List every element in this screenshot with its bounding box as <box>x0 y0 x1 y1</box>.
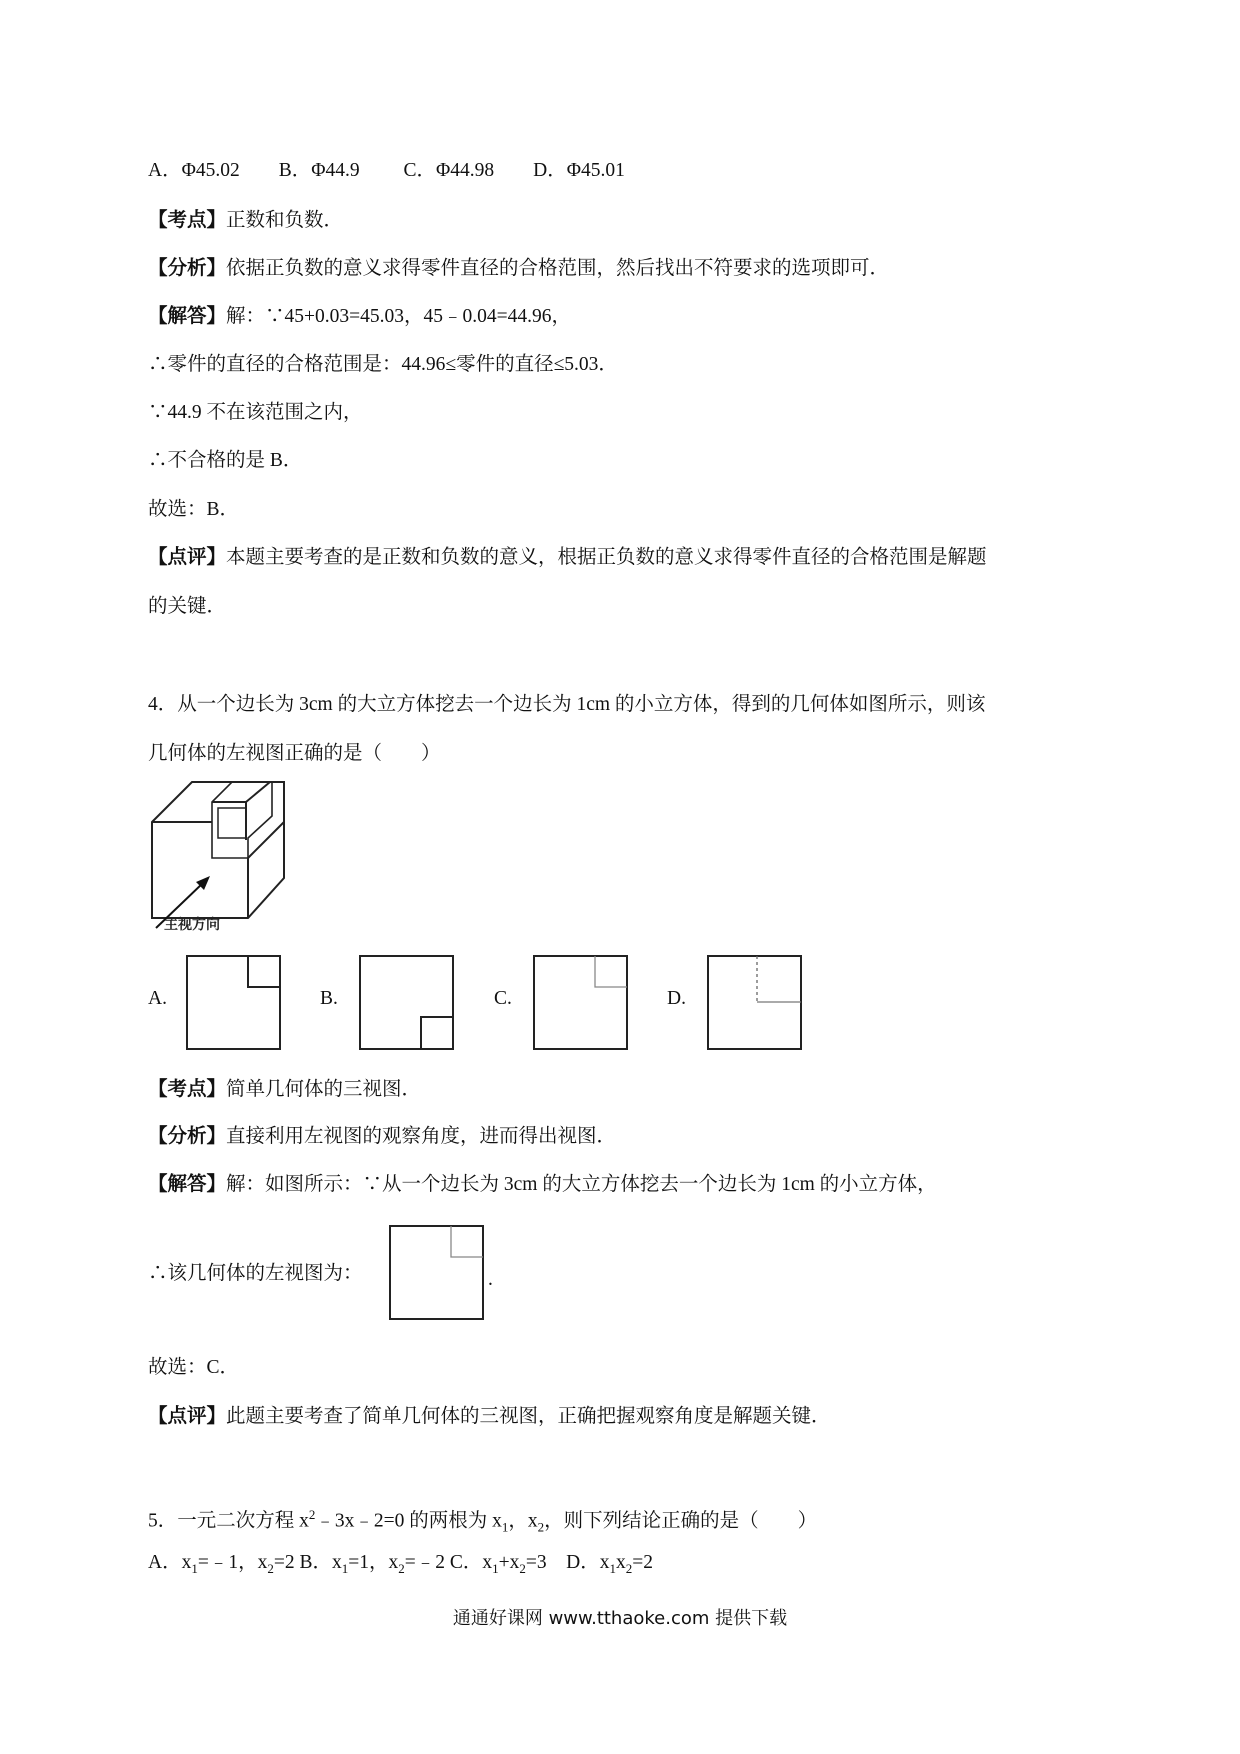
option-c-figure <box>533 955 629 1051</box>
dianping-tag: 【点评】 <box>148 1406 227 1427</box>
q5-sub: 2 <box>519 1560 526 1576</box>
q5-opt-b-eq1: =1，x <box>348 1552 399 1573</box>
q5-opt-a-eq1: =﹣1，x <box>197 1552 268 1573</box>
option-d-figure <box>707 955 803 1051</box>
kaodian-text: 正数和负数． <box>226 210 344 231</box>
q5-sub2: 2 <box>537 1519 545 1535</box>
q4-stem-1: 4．从一个边长为 3cm 的大立方体挖去一个边长为 1cm 的小立方体，得到的几何体如图所示，则该 <box>148 694 986 715</box>
q3-jieda <box>148 304 571 330</box>
option-b-figure <box>359 955 455 1051</box>
q4-left-view-text: ∴该几何体的左视图为： <box>148 1263 363 1284</box>
q3-choice: 故选：B． <box>148 499 240 520</box>
q5-sub: 2 <box>267 1560 274 1576</box>
option-a-figure <box>186 955 282 1051</box>
fenxi-text: 依据正负数的意义求得零件直径的合格范围，然后找出不符要求的选项即可． <box>226 258 890 279</box>
dianping-text: 此题主要考查了简单几何体的三视图，正确把握观察角度是解题关键． <box>226 1406 831 1427</box>
kaodian-tag: 【考点】 <box>148 1079 227 1100</box>
q5-stem-c: ，x <box>508 1510 538 1532</box>
jieda-text: 解：如图所示：∵从一个边长为 3cm 的大立方体挖去一个边长为 1cm 的小立方体， <box>226 1174 937 1195</box>
q5-stem-d: ，则下列结论正确的是（ ） <box>544 1510 818 1532</box>
q3-notin-line: ∵44.9 不在该范围之内， <box>148 402 363 423</box>
q4-jieda <box>148 1172 937 1198</box>
q5-opt-b-eq2: =﹣2 <box>404 1552 445 1573</box>
dianping-text: 本题主要考查的是正数和负数的意义，根据正负数的意义求得零件直径的合格范围是解题 <box>226 547 987 568</box>
q3-range-line: ∴零件的直径的合格范围是：44.96≤零件的直径≤5.03． <box>148 354 618 375</box>
option-b-label: B. <box>320 988 338 1009</box>
jieda-tag: 【解答】 <box>148 306 227 327</box>
fenxi-tag: 【分析】 <box>148 1126 227 1147</box>
q5-stem-a: 5．一元二次方程 x <box>148 1510 309 1532</box>
q5-opt-d-eq: =2 <box>632 1552 653 1573</box>
q5-sub1: 1 <box>501 1519 509 1535</box>
figure-caption: 主视方向 <box>164 917 220 933</box>
kaodian-text: 简单几何体的三视图． <box>226 1079 422 1100</box>
q5-sub: 1 <box>191 1560 198 1576</box>
q3-dianping-cont: 的关键． <box>148 596 227 617</box>
left-view-end: . <box>488 1269 493 1290</box>
q3-options: A．Φ45.02 B．Φ44.9 C．Φ44.98 D．Φ45.01 <box>148 160 625 181</box>
q5-exp: 2 <box>308 1507 316 1522</box>
q5-options <box>148 1550 653 1582</box>
q5-opt-c: C．x <box>444 1552 493 1573</box>
q4-dianping <box>148 1404 831 1430</box>
q5-opt-a-eq2: =2 <box>273 1552 295 1573</box>
q5-opt-d-x: x <box>615 1552 626 1573</box>
q5-opt-c-eq: =3 <box>525 1552 547 1573</box>
q3-kaodian <box>148 208 343 234</box>
kaodian-tag: 【考点】 <box>148 210 227 231</box>
jieda-tag: 【解答】 <box>148 1174 227 1195</box>
q5-stem <box>148 1502 817 1540</box>
page-footer: 通通好课网 www.tthaoke.com 提供下载 <box>452 1608 788 1629</box>
q5-opt-d: D．x <box>546 1552 610 1573</box>
q4-kaodian <box>148 1077 421 1103</box>
jieda-text: 解：∵45+0.03=45.03，45﹣0.04=44.96， <box>226 306 572 327</box>
q5-opt-c-plus: +x <box>498 1552 520 1573</box>
q5-opt-b: B．x <box>294 1552 342 1573</box>
q4-fenxi <box>148 1124 616 1150</box>
dianping-tag: 【点评】 <box>148 547 227 568</box>
q4-choice: 故选：C． <box>148 1357 240 1378</box>
q5-sub: 1 <box>609 1560 616 1576</box>
q5-sub: 1 <box>492 1560 499 1576</box>
q5-sub: 1 <box>341 1560 349 1576</box>
q4-stem-2: 几何体的左视图正确的是（ ） <box>148 743 441 764</box>
left-view-figure <box>389 1225 485 1321</box>
q3-fenxi <box>148 256 889 282</box>
q3-result-line: ∴不合格的是 B． <box>148 450 303 471</box>
fenxi-tag: 【分析】 <box>148 258 227 279</box>
option-c-label: C. <box>494 988 512 1009</box>
fenxi-text: 直接利用左视图的观察角度，进而得出视图． <box>226 1126 617 1147</box>
q5-opt-a: A．x <box>148 1552 192 1573</box>
q5-stem-b: ﹣3x﹣2=0 的两根为 x <box>315 1510 502 1532</box>
option-d-label: D. <box>667 988 686 1009</box>
q5-sub: 2 <box>398 1560 405 1576</box>
q3-dianping <box>148 545 987 571</box>
option-a-label: A. <box>148 988 167 1009</box>
q5-sub: 2 <box>625 1560 633 1576</box>
